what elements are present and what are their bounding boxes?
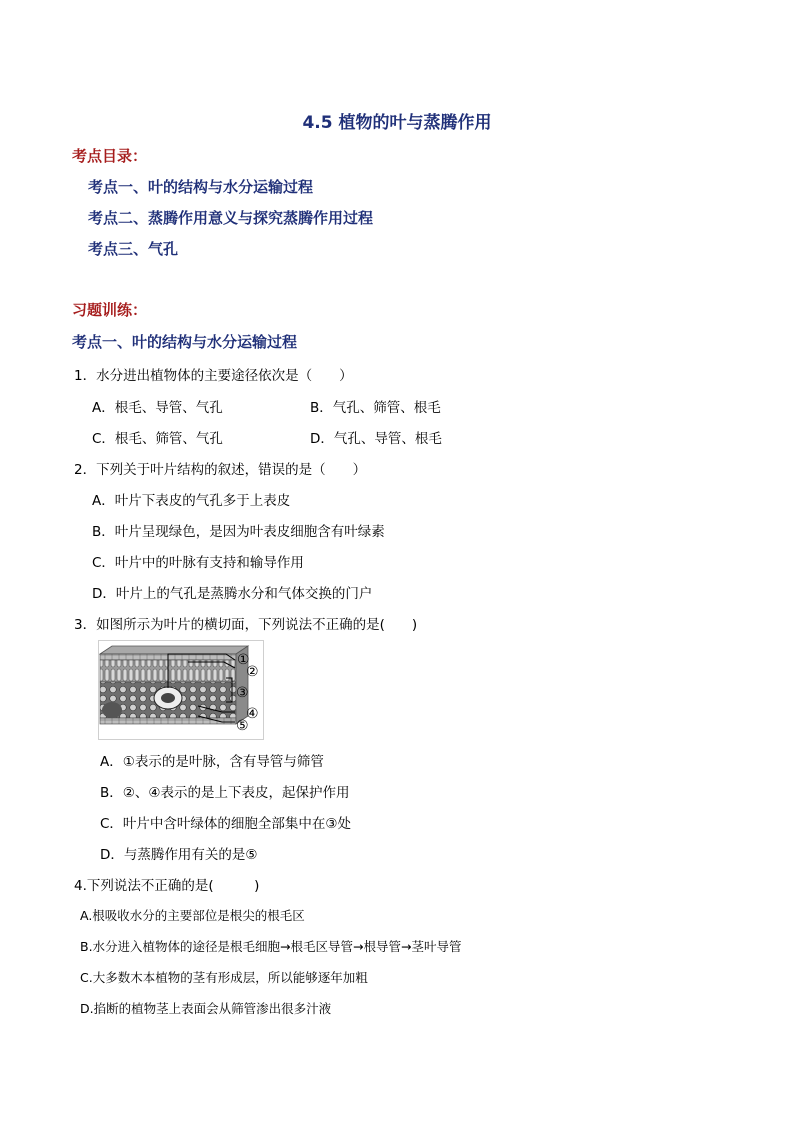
question-2-option-a: A．叶片下表皮的气孔多于上表皮 (92, 493, 291, 509)
question-4-option-b: B.水分进入植物体的途径是根毛细胞→根毛区导管→根导管→茎叶导管 (80, 939, 462, 954)
question-2-option-b: B．叶片呈现绿色，是因为叶表皮细胞含有叶绿素 (92, 524, 385, 540)
question-1-option-d: D．气孔、导管、根毛 (310, 431, 442, 447)
question-1-option-b: B．气孔、筛管、根毛 (310, 400, 441, 416)
question-2-option-d: D．叶片上的气孔是蒸腾水分和气体交换的门户 (92, 586, 373, 602)
figure-label-2: ② (246, 664, 259, 680)
question-3-option-b: B．②、④表示的是上下表皮，起保护作用 (100, 785, 350, 801)
question-4-option-c: C.大多数木本植物的茎有形成层，所以能够逐年加粗 (80, 970, 368, 985)
figure-label-3: ③ (236, 685, 249, 701)
figure-label-4: ④ (246, 706, 259, 722)
question-4-option-a: A.根吸收水分的主要部位是根尖的根毛区 (80, 908, 305, 923)
question-1-stem: 1．水分进出植物体的主要途径依次是（ ） (74, 368, 353, 384)
toc-item-3: 考点三、气孔 (88, 240, 179, 258)
leaf-cross-section-figure (98, 640, 264, 740)
practice-section-1: 考点一、叶的结构与水分运输过程 (72, 333, 298, 351)
question-4-stem: 4.下列说法不正确的是( ) (74, 878, 260, 894)
question-3-option-c: C．叶片中含叶绿体的细胞全部集中在③处 (100, 816, 352, 832)
question-1-option-a: A．根毛、导管、气孔 (92, 400, 223, 416)
page-title: 4.5 植物的叶与蒸腾作用 (302, 113, 492, 133)
question-3-option-a: A．①表示的是叶脉，含有导管与筛管 (100, 754, 324, 770)
question-3-stem: 3．如图所示为叶片的横切面，下列说法不正确的是( ) (74, 617, 418, 633)
question-2-option-c: C．叶片中的叶脉有支持和输导作用 (92, 555, 304, 571)
question-3-option-d: D．与蒸腾作用有关的是⑤ (100, 847, 258, 863)
toc-heading: 考点目录： (72, 147, 148, 165)
toc-item-1: 考点一、叶的结构与水分运输过程 (88, 178, 314, 196)
toc-item-2: 考点二、蒸腾作用意义与探究蒸腾作用过程 (88, 209, 374, 227)
question-2-stem: 2．下列关于叶片结构的叙述，错误的是（ ） (74, 462, 367, 478)
figure-label-1: ① (237, 652, 250, 668)
question-1-option-c: C．根毛、筛管、气孔 (92, 431, 223, 447)
practice-heading: 习题训练： (72, 301, 148, 319)
figure-label-5: ⑤ (236, 718, 249, 734)
question-4-option-d: D.掐断的植物茎上表面会从筛管渗出很多汁液 (80, 1001, 332, 1016)
